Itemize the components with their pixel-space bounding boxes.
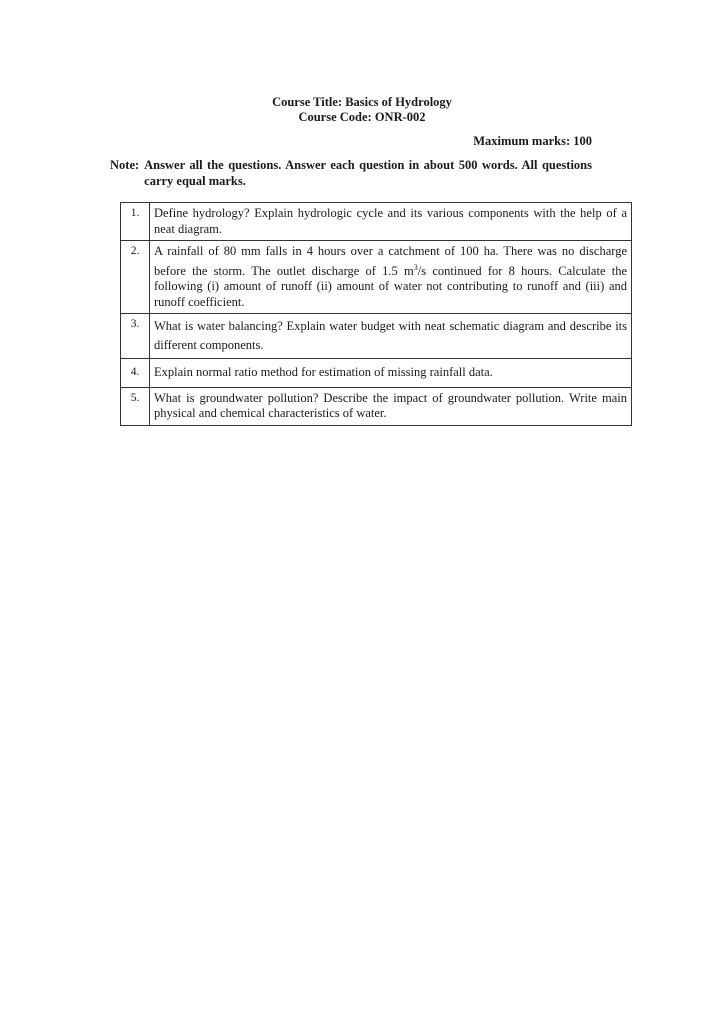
questions-table xyxy=(120,202,632,426)
note-text: Answer all the questions. Answer each question in about 500 words. All questions carry equal marks. xyxy=(144,158,592,188)
question-text: Define hydrology? Explain hydrologic cycle and its various components with the help of a neat diagram. xyxy=(150,203,632,241)
superscript: 3 xyxy=(413,262,418,272)
question-number: 4. xyxy=(121,359,150,388)
question-text: Explain normal ratio method for estimation of missing rainfall data. xyxy=(150,359,632,388)
question-number: 2. xyxy=(121,241,150,314)
course-title: Course Title: Basics of Hydrology xyxy=(272,95,452,109)
instructions-note xyxy=(110,157,592,189)
question-number: 5. xyxy=(121,387,150,425)
question-row-5 xyxy=(121,387,632,425)
question-number: 3. xyxy=(121,314,150,359)
question-row-3 xyxy=(121,314,632,359)
question-text: What is groundwater pollution? Describe the impact of groundwater pollution. Write main physical and chemical characteristics of water. xyxy=(150,387,632,425)
question-row-4 xyxy=(121,359,632,388)
question-row-1 xyxy=(121,203,632,241)
course-code: Course Code: ONR-002 xyxy=(298,110,426,124)
question-text-part: A rainfall of 80 mm falls in 4 hours over a catchment of 100 ha. There was no discharge before the storm. The outlet discharge of 1.5 m xyxy=(154,244,627,278)
question-row-2 xyxy=(121,241,632,314)
question-text: What is water balancing? Explain water budget with neat schematic diagram and describe its different components. xyxy=(150,314,632,359)
question-text xyxy=(150,241,632,314)
question-text-part: /s continued for 8 hours. Calculate the following (i) amount of runoff (ii) amount of water not contributing to runoff and (iii) and runoff coefficient. xyxy=(154,263,627,309)
maximum-marks: Maximum marks: 100 xyxy=(473,134,592,148)
question-number: 1. xyxy=(121,203,150,241)
note-label: Note: xyxy=(110,158,140,172)
document-header xyxy=(0,95,724,125)
